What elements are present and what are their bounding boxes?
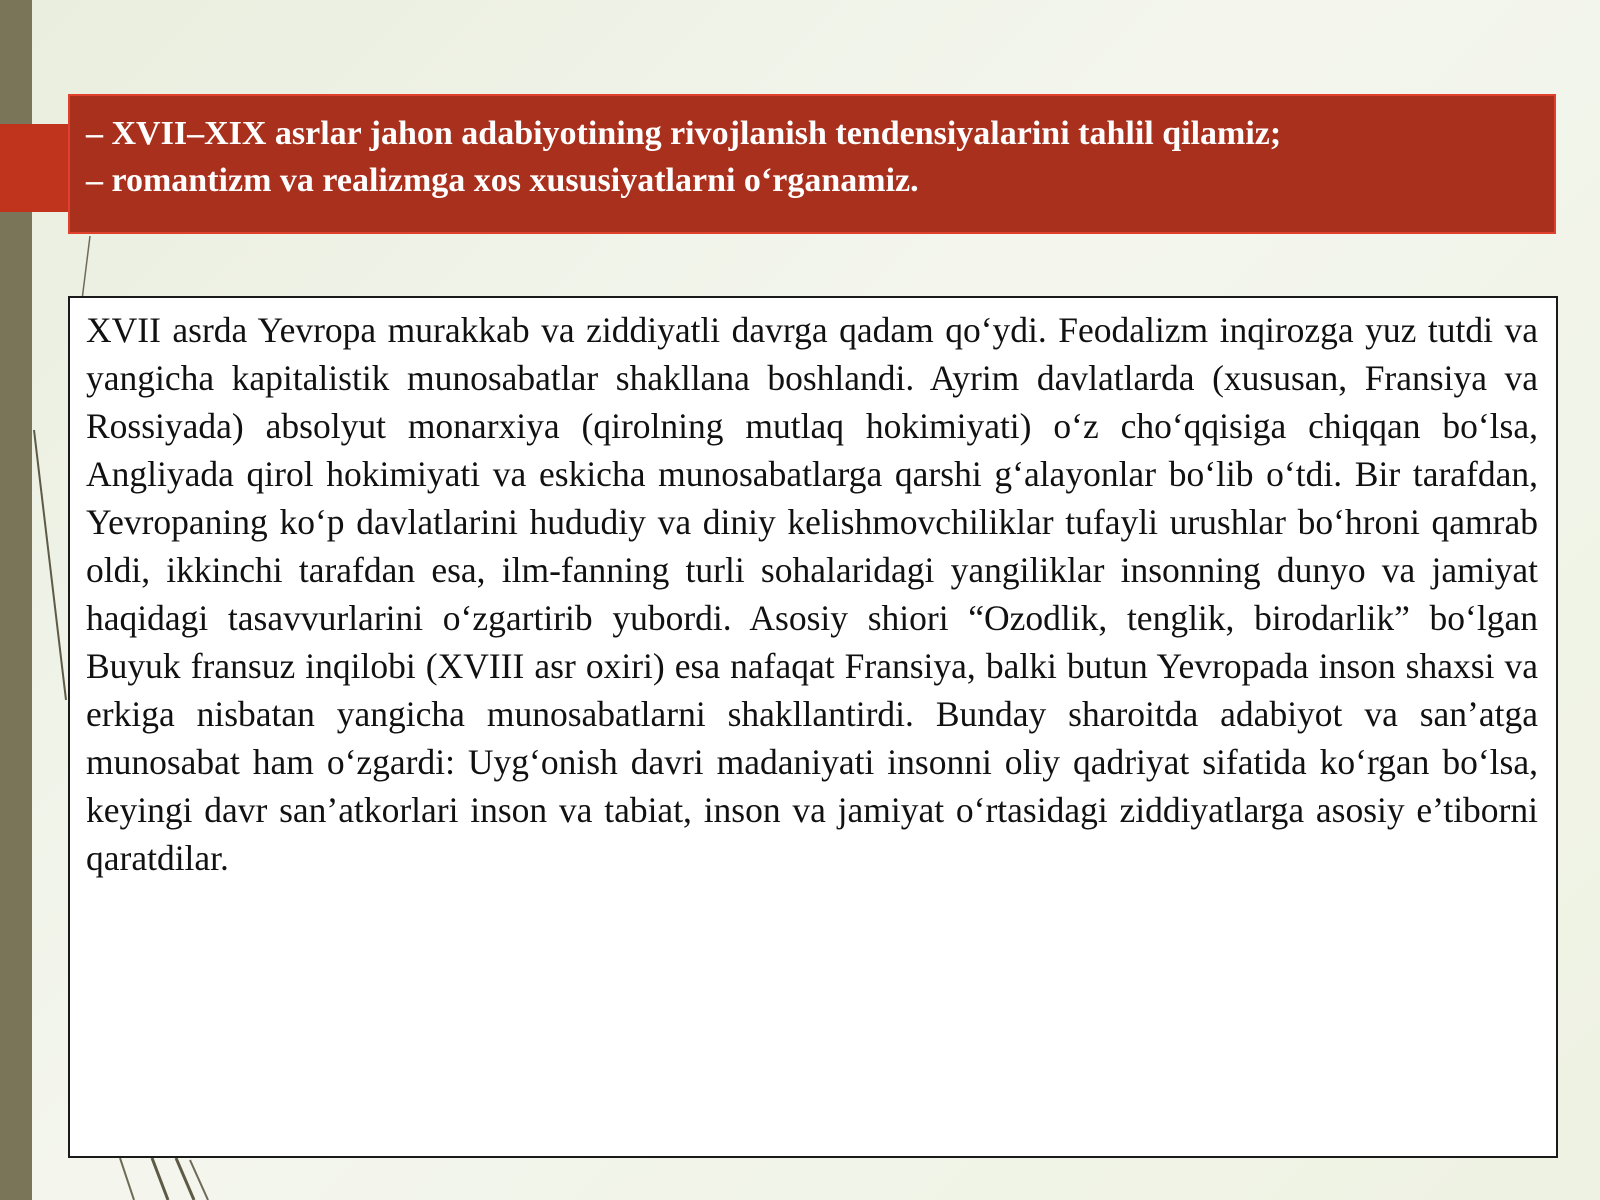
objective-line-1: – XVII–XIX asrlar jahon adabiyotining rivojlanish tendensiyalarini tahlil qilamiz; [86, 115, 1282, 152]
objective-line-2: – romantizm va realizmga xos xususiyatlarni o‘rganamiz. [86, 162, 919, 199]
red-accent-tab [0, 124, 70, 212]
content-box [68, 296, 1558, 1158]
body-paragraph: XVII asrda Yevropa murakkab va ziddiyatli davrga qadam qo‘ydi. Feodalizm inqirozga yuz tutdi va yangicha kapitalistik munosabatlar shakllana boshlandi. Ayrim davlatlarda (xususan, Fransiya va Rossiyada) absolyut monarxiya (qirolning mutlaq hokimiyati) o‘z cho‘qqisiga chiqqan bo‘lsa, Angliyada qirol hokimiyati va eskicha munosabatlarga qarshi g‘alayonlar bo‘lib o‘tdi. Bir tarafdan, Yevropaning ko‘p davlatlarini hududiy va diniy kelishmovchiliklar tufayli urushlar bo‘hroni qamrab oldi, ikkinchi tarafdan esa, ilm-fanning turli sohalaridagi yangiliklar insonning dunyo va jamiyat haqidagi tasavvurlarini o‘zgartirib yubordi. Asosiy shiori “Ozodlik, tenglik, birodarlik” bo‘lgan Buyuk fransuz inqilobi (XVIII asr oxiri) esa nafaqat Fransiya, balki butun Yevropada inson shaxsi va erkiga nisbatan yangicha munosabatlarni shakllantirdi. Bunday sharoitda adabiyot va san’atga munosabat ham o‘zgardi: Uyg‘onish davri madaniyati insonni oliy qadriyat sifatida ko‘rgan bo‘lsa, keyingi davr san’atkorlari inson va tabiat, inson va jamiyat o‘rtasidagi ziddiyatlarga asosiy e’tiborni qaratdilar. [86, 310, 1538, 878]
objectives-box [68, 94, 1556, 234]
